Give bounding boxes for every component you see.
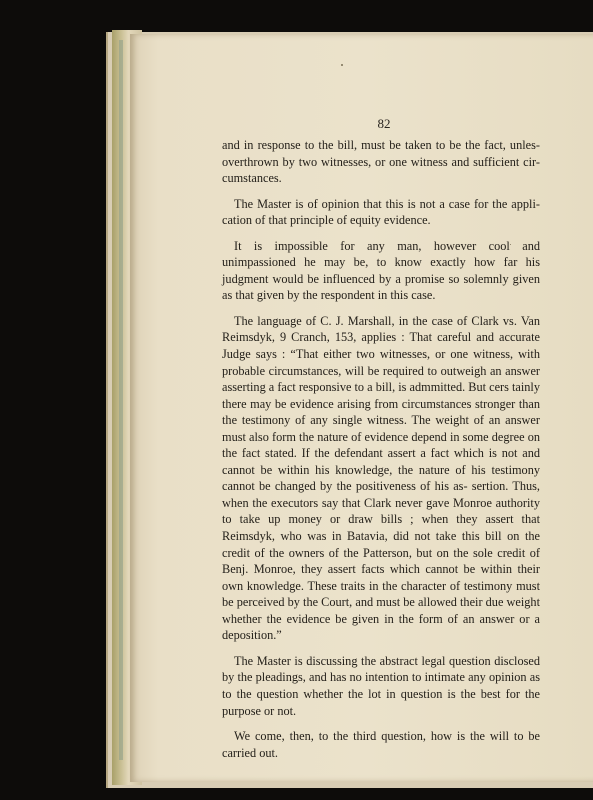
- paragraph: We come, then, to the third question, how is the will to be carried out.: [222, 729, 540, 760]
- page-edge-tint: [119, 40, 123, 760]
- paragraph-quotation: The language of C. J. Marshall, in the case of Clark vs. Van Reimsdyk, 9 Cranch, 153, applies : That careful and accurate Judge says : “That either two witnesses, or one witness, with probable circumstances, will be required to outweigh an answer asserting a fact responsive to a bill, is admmitted. But cers tainly there may be evidence arising from circumstances stronger than the testimony of any single witness. The weight of an answer must also form the nature of evidence depend in some degree on the fact stated. If the defendant assert a fact which is not and cannot be within his knowledge, the nature of his testimony cannot be changed by the positiveness of his as- sertion. Thus, when the executors say that Clark never gave Monroe authority to take up money or draw bills ; when they assert that Reimsdyk, who was in Batavia, did not take this bill on the credit of the owners of the Patterson, but on the sole credit of Benj. Monroe, they assert facts which cannot be within their own knowledge. These traits in the character of testimony must be perceived by the Court, and must be allowed their due weight whether the evidence be given in the form of an answer or a deposition.”: [222, 313, 540, 643]
- page-body: [222, 137, 540, 761]
- paragraph: The Master is discussing the abstract legal question disclosed by the pleadings, and has no intention to intimate any opinion as to the question whether the lot in question is the best for the purpose or not.: [222, 653, 540, 718]
- paragraph: The Master is of opinion that this is not a case for the appli- cation of that principle of equity evidence.: [222, 196, 540, 228]
- page-number: 82: [377, 116, 391, 131]
- paper-speck: [341, 64, 343, 66]
- paragraph: It is impossible for any man, however cool and unimpassioned he may be, to know exactly how far his judgment would be influenced by a promise so solemnly given as that given by the respondent in this case.: [222, 238, 540, 303]
- paragraph-continuation: and in response to the bill, must be taken to be the fact, unles- overthrown by two witnesses, or one witness and sufficient cir- cumstances.: [222, 138, 540, 186]
